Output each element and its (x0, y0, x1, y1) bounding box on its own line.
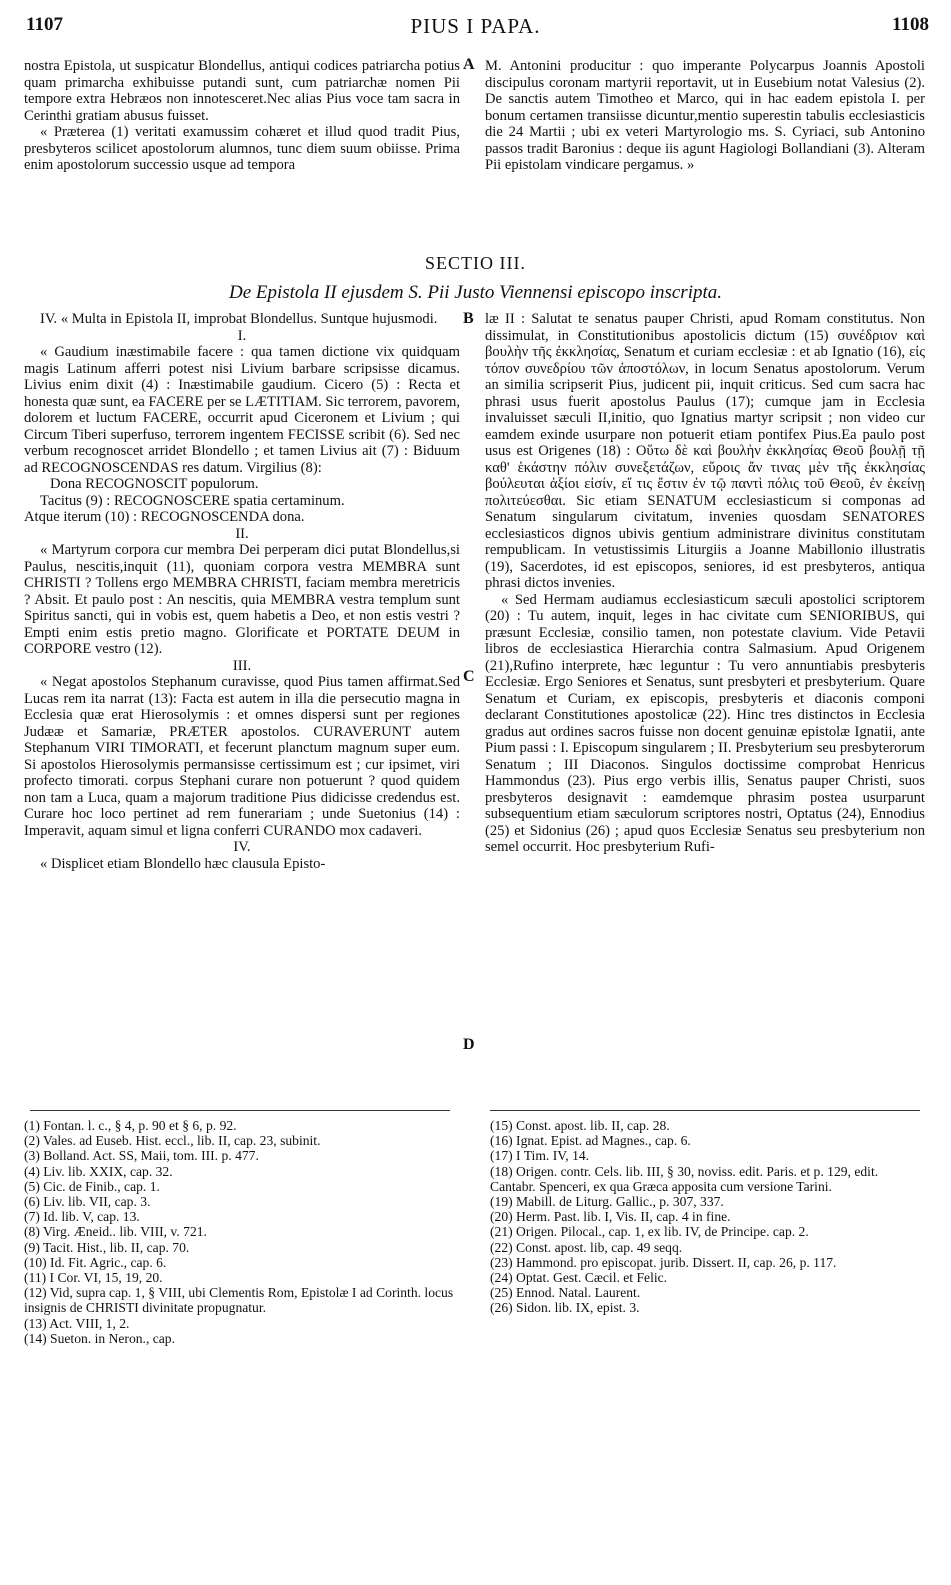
footnote: (17) I Tim. IV, 14. (490, 1148, 590, 1164)
footnote: (20) Herm. Past. lib. I, Vis. II, cap. 4 in fine. (490, 1209, 731, 1225)
roman-heading: I. (237, 327, 247, 344)
footnotes-right (490, 1118, 926, 1316)
footnote: (10) Id. Fit. Agric., cap. 6. (24, 1254, 167, 1270)
footnote: (11) I Cor. VI, 15, 19, 20. (24, 1270, 163, 1286)
margin-letter-b: B (463, 310, 474, 327)
footnote: (1) Fontan. l. c., § 4, p. 90 et § 6, p. 92. (24, 1118, 237, 1133)
paragraph: M. Antonini producitur : quo imperante Polycarpus Joannis Apostoli discipulus coronam martyrii reportavit, ut in Eusebium notat Valesius (2). De sanctis autem Timotheo et Marco, qui in hac eadem epistola I. per bonum certamen transiisse dicuntur,mentio superestin tabulis ecclesiasticis die 24 Martii ; ubi ex veteri Martyrologio ms. S. Cyriaci, sub Antonino passos tradit Baronius : deque iis agunt Hagiologi Bollandiani (3). Alteram Pii epistolam vindicare pergamus. » (485, 58, 925, 173)
paragraph: læ II : Salutat te senatus pauper Christi, apud Romam constitutus. Non dissimulat, in Constitutionibus apostolicis dictum (15) συνέδριον καὶ βουλὴν τῆς ἐκκλησίας, Senatum et curiam ecclesiæ : et ab Ignatio (16), εἰς τόπον συνεδρίου τῶν ἀποστόλων, in locum Senatus apostolorum. Verum an similia scripserit Pius, judicent pii, inquit criticus. Sed cum sacra hac phrasi usus fuerit apostolus Paulus (17); cumque jam in Ecclesia invaluisset sæculi II,initio, quo Ignatius martyr scripsit ; non video cur eamdem exinde usurpare non potuerit etiam pontifex Pius.Ea paulo post usus est Origenes (18) : Οὕτω δὲ καὶ βουλὴν ἐκκλησίας Θεοῦ βουλῇ τῇ καθ' ἑκάστην πόλιν συνεξετάζων, εὕροις ἄν τινας μὲν τῆς ἐκκλησίας βούλευται ἀξίοι εἰσίν, εἴ τις ἔστιν ἐν τῷ παντὶ πόλις τοῦ Θεοῦ, ἐν ἐκείνῃ πολιτεύεσθαι. Sic etiam SENATUM ecclesiasticum si componas ad Senatum singularum civitatum, invenies quosdam SENATORES ecclesiasticos dignos ubivis gentium administrare divinitus constitutam rempublicam. In vetustissimis Liturgiis a Joanne Mabillonio illustratis (19), Sacerdotes, id est episcopos, seniores, id est presbyteros, antiqua phrasi dictos invenies. (485, 311, 925, 591)
footnote: (18) Origen. contr. Cels. lib. III, § 30, noviss. edit. Paris. et p. 129, edit. Cantabr. Spenceri, ex qua Græca apposita cum versione Tarini. (490, 1163, 879, 1194)
footnote: (26) Sidon. lib. IX, epist. 3. (490, 1300, 640, 1316)
footnote: (9) Tacit. Hist., lib. II, cap. 70. (24, 1239, 190, 1255)
footnote-rule-right (490, 1110, 920, 1111)
footnote: (5) Cic. de Finib., cap. 1. (24, 1178, 160, 1194)
running-title: PIUS I PAPA. (410, 14, 541, 38)
footnote-rule-left (30, 1110, 450, 1111)
footnote: (24) Optat. Gest. Cæcil. et Felic. (490, 1270, 668, 1286)
margin-letter-d: D (463, 1036, 475, 1053)
footnote: (2) Vales. ad Euseb. Hist. eccl., lib. II, cap. 23, subinit. (24, 1133, 321, 1149)
top-right-column (485, 58, 925, 174)
footnote: (25) Ennod. Natal. Laurent. (490, 1285, 641, 1301)
paragraph: Tacitus (9) : RECOGNOSCERE spatia certaminum. (40, 492, 345, 509)
page-number-left: 1107 (26, 14, 63, 35)
roman-heading: IV. (233, 839, 251, 855)
paragraph: « Sed Hermam audiamus ecclesiasticum sæculi apostolici scriptorem (20) : Tu autem, inquit, leges in hac civitate cum SENIORIBUS, qui præsunt Ecclesiæ, consilio tamen, non potestate clavium. Vide Petavii libros de ecclesiastica Hierarchia contra Salmasium. Apud Origenem (21),Rufino interprete, hæc leguntur : Tu vero annuntiabis presbyteris Ecclesiæ. Ergo Seniores et Senatus, sunt presbyteri et presbyterium. Quare Senatum et Curiam, ex episcopis, presbyteris et diaconis componi declarant Constitutiones apostolicæ (22). Hinc tres distinctos in Ecclesia gradus aut ordines sacros fuisse non docent genuinæ epistolæ Ignatii, ante Pium passi : I. Episcopum singularem ; II. Presbyterium seu presbyterorum Senatum ; III Diaconos. Singulos doctissime comprobat Henricus Hammondus (23). Pius ergo verbis illis, Senatus pauper Christi, suos presbyteros designavit : eamdemque phrasim postea usurparunt subsequentium etiam sæculorum scriptores nostri, Optatus (24), Ennodius (25) et Sidonius (26) ; apud quos Ecclesiæ Senatus seu presbyterium non semel occurrit. Hoc presbyterium Rufi- (485, 591, 925, 855)
footnote: (7) Id. lib. V, cap. 13. (24, 1209, 140, 1225)
footnote: (23) Hammond. pro episcopat. jurib. Dissert. II, cap. 26, p. 117. (490, 1254, 837, 1270)
footnotes-left (24, 1118, 460, 1346)
section-title: SECTIO III. (425, 253, 526, 273)
footnote: (6) Liv. lib. VII, cap. 3. (24, 1194, 151, 1210)
footnote: (3) Bolland. Act. SS, Maii, tom. III. p. 477. (24, 1148, 259, 1164)
footnote: (4) Liv. lib. XXIX, cap. 32. (24, 1163, 173, 1179)
section-subtitle: De Epistola II ejusdem S. Pii Justo Viennensi episcopo inscripta. (228, 282, 723, 303)
paragraph: Atque iterum (10) : RECOGNOSCENDA dona. (24, 509, 305, 525)
top-left-column (24, 58, 460, 174)
footnote: (8) Virg. Æneid.. lib. VIII, v. 721. (24, 1224, 207, 1240)
footnote: (12) Vid, supra cap. 1, § VIII, ubi Clementis Rom, Epistolæ I ad Corinth. locus insignis de CHRISTI divinitate propugnatur. (24, 1285, 454, 1316)
footnote: (19) Mabill. de Liturg. Gallic., p. 307, 337. (490, 1194, 724, 1210)
paragraph: IV. « Multa in Epistola II, improbat Blondellus. Suntque hujusmodi. (40, 311, 438, 327)
footnote: (15) Const. apost. lib. II, cap. 28. (490, 1118, 670, 1133)
verse-quote: Dona RECOGNOSCIT populorum. (50, 476, 259, 492)
main-right-column (485, 311, 925, 856)
paragraph: « Displicet etiam Blondello hæc clausula Episto- (40, 855, 326, 872)
roman-heading: III. (232, 657, 252, 674)
paragraph: nostra Epistola, ut suspicatur Blondellus, antiqui codices patriarcha potius quam primarcha exhibuisse putandi sunt, cum patriarchæ nomen Pii tempore extra Hebræos non innotesceret.Nec alias Pius voce tam sacra in Cerinthi gratiam abusus fuisset. (24, 58, 460, 124)
footnote: (21) Origen. Pilocal., cap. 1, ex lib. IV, de Principe. cap. 2. (490, 1224, 809, 1240)
margin-letter-a: A (463, 56, 475, 73)
main-left-column (24, 311, 460, 872)
page-number-right: 1108 (892, 14, 929, 35)
footnote: (16) Ignat. Epist. ad Magnes., cap. 6. (490, 1133, 691, 1149)
page-header (0, 6, 951, 46)
footnote: (22) Const. apost. lib, cap. 49 seqq. (490, 1239, 683, 1255)
paragraph: « Martyrum corpora cur membra Dei perperam dici putat Blondellus,si Paulus, nescitis,inquit (11), quoniam corpora vestra MEMBRA sunt CHRISTI ? Tollens ergo MEMBRA CHRISTI, faciam membra meretricis ? Absit. Et paulo post : An nescitis, quia MEMBRA vestra templum sunt Spiritus sancti, qui in vobis est, quem habetis a Deo, et non estis vestri ? Empti enim estis pretio magno. Glorificate et PORTATE DEUM in CORPORE vestro (12). (24, 542, 460, 657)
margin-letter-c: C (463, 668, 475, 685)
footnote: (13) Act. VIII, 1, 2. (24, 1315, 130, 1331)
paragraph: « Negat apostolos Stephanum curavisse, quod Pius tamen affirmat.Sed Lucas rem ita narrat (13): Facta est autem in illa die persecutio magna in Ecclesia quæ erat Hierosolymis : et omnes dispersi sunt per regiones Judææ et Samariæ, PRÆTER apostolos. CURAVERUNT autem Stephanum VIRI TIMORATI, et fecerunt planctum magnum super eum. Si apostolos Hierosolymis permansisse certissimum est ; cur ipsimet, viri profecto timorati. corpus Stephani curare non potuerunt ? quod quidem non tam a Luca, quam a majorum traditione Pius didicisse credendus est. Curare hoc loco pertinet ad rem funerariam ; unde Suetonius (14) : Imperavit, aquam simul et ligna conferri CURANDO mox cadaveri. (24, 674, 460, 839)
roman-heading: II. (235, 525, 249, 542)
paragraph: « Gaudium inæstimabile facere : qua tamen dictione vix quidquam magis Latinum afferri potest nisi Livium barbare scripsisse dicamus. Livius enim dixit (4) : Inæstimabile gaudium. Cicero (5) : Recta et honesta quæ sunt, ea FACERE per se LÆTITIAM. Sic terrorem, pavorem, dolorem et luctum FACERE, occurrit apud Ciceronem et Livium ; qui Circum Tiberi superfuso, terrorem ingentem FECISSE scribit (6). Sed nec verbum recognoscet arridet Blondello ; et tamen Livius ait (7) : Biduum ad RECOGNOSCENDAS res datum. Virgilius (8): (24, 344, 460, 476)
paragraph: « Præterea (1) veritati examussim cohæret et illud quod tradit Pius, presbyteros scilicet apostolorum alumnos, tunc diem suum obiisse. Prima enim apostolorum successio usque ad tempora (24, 124, 460, 173)
footnote: (14) Sueton. in Neron., cap. (24, 1330, 176, 1346)
